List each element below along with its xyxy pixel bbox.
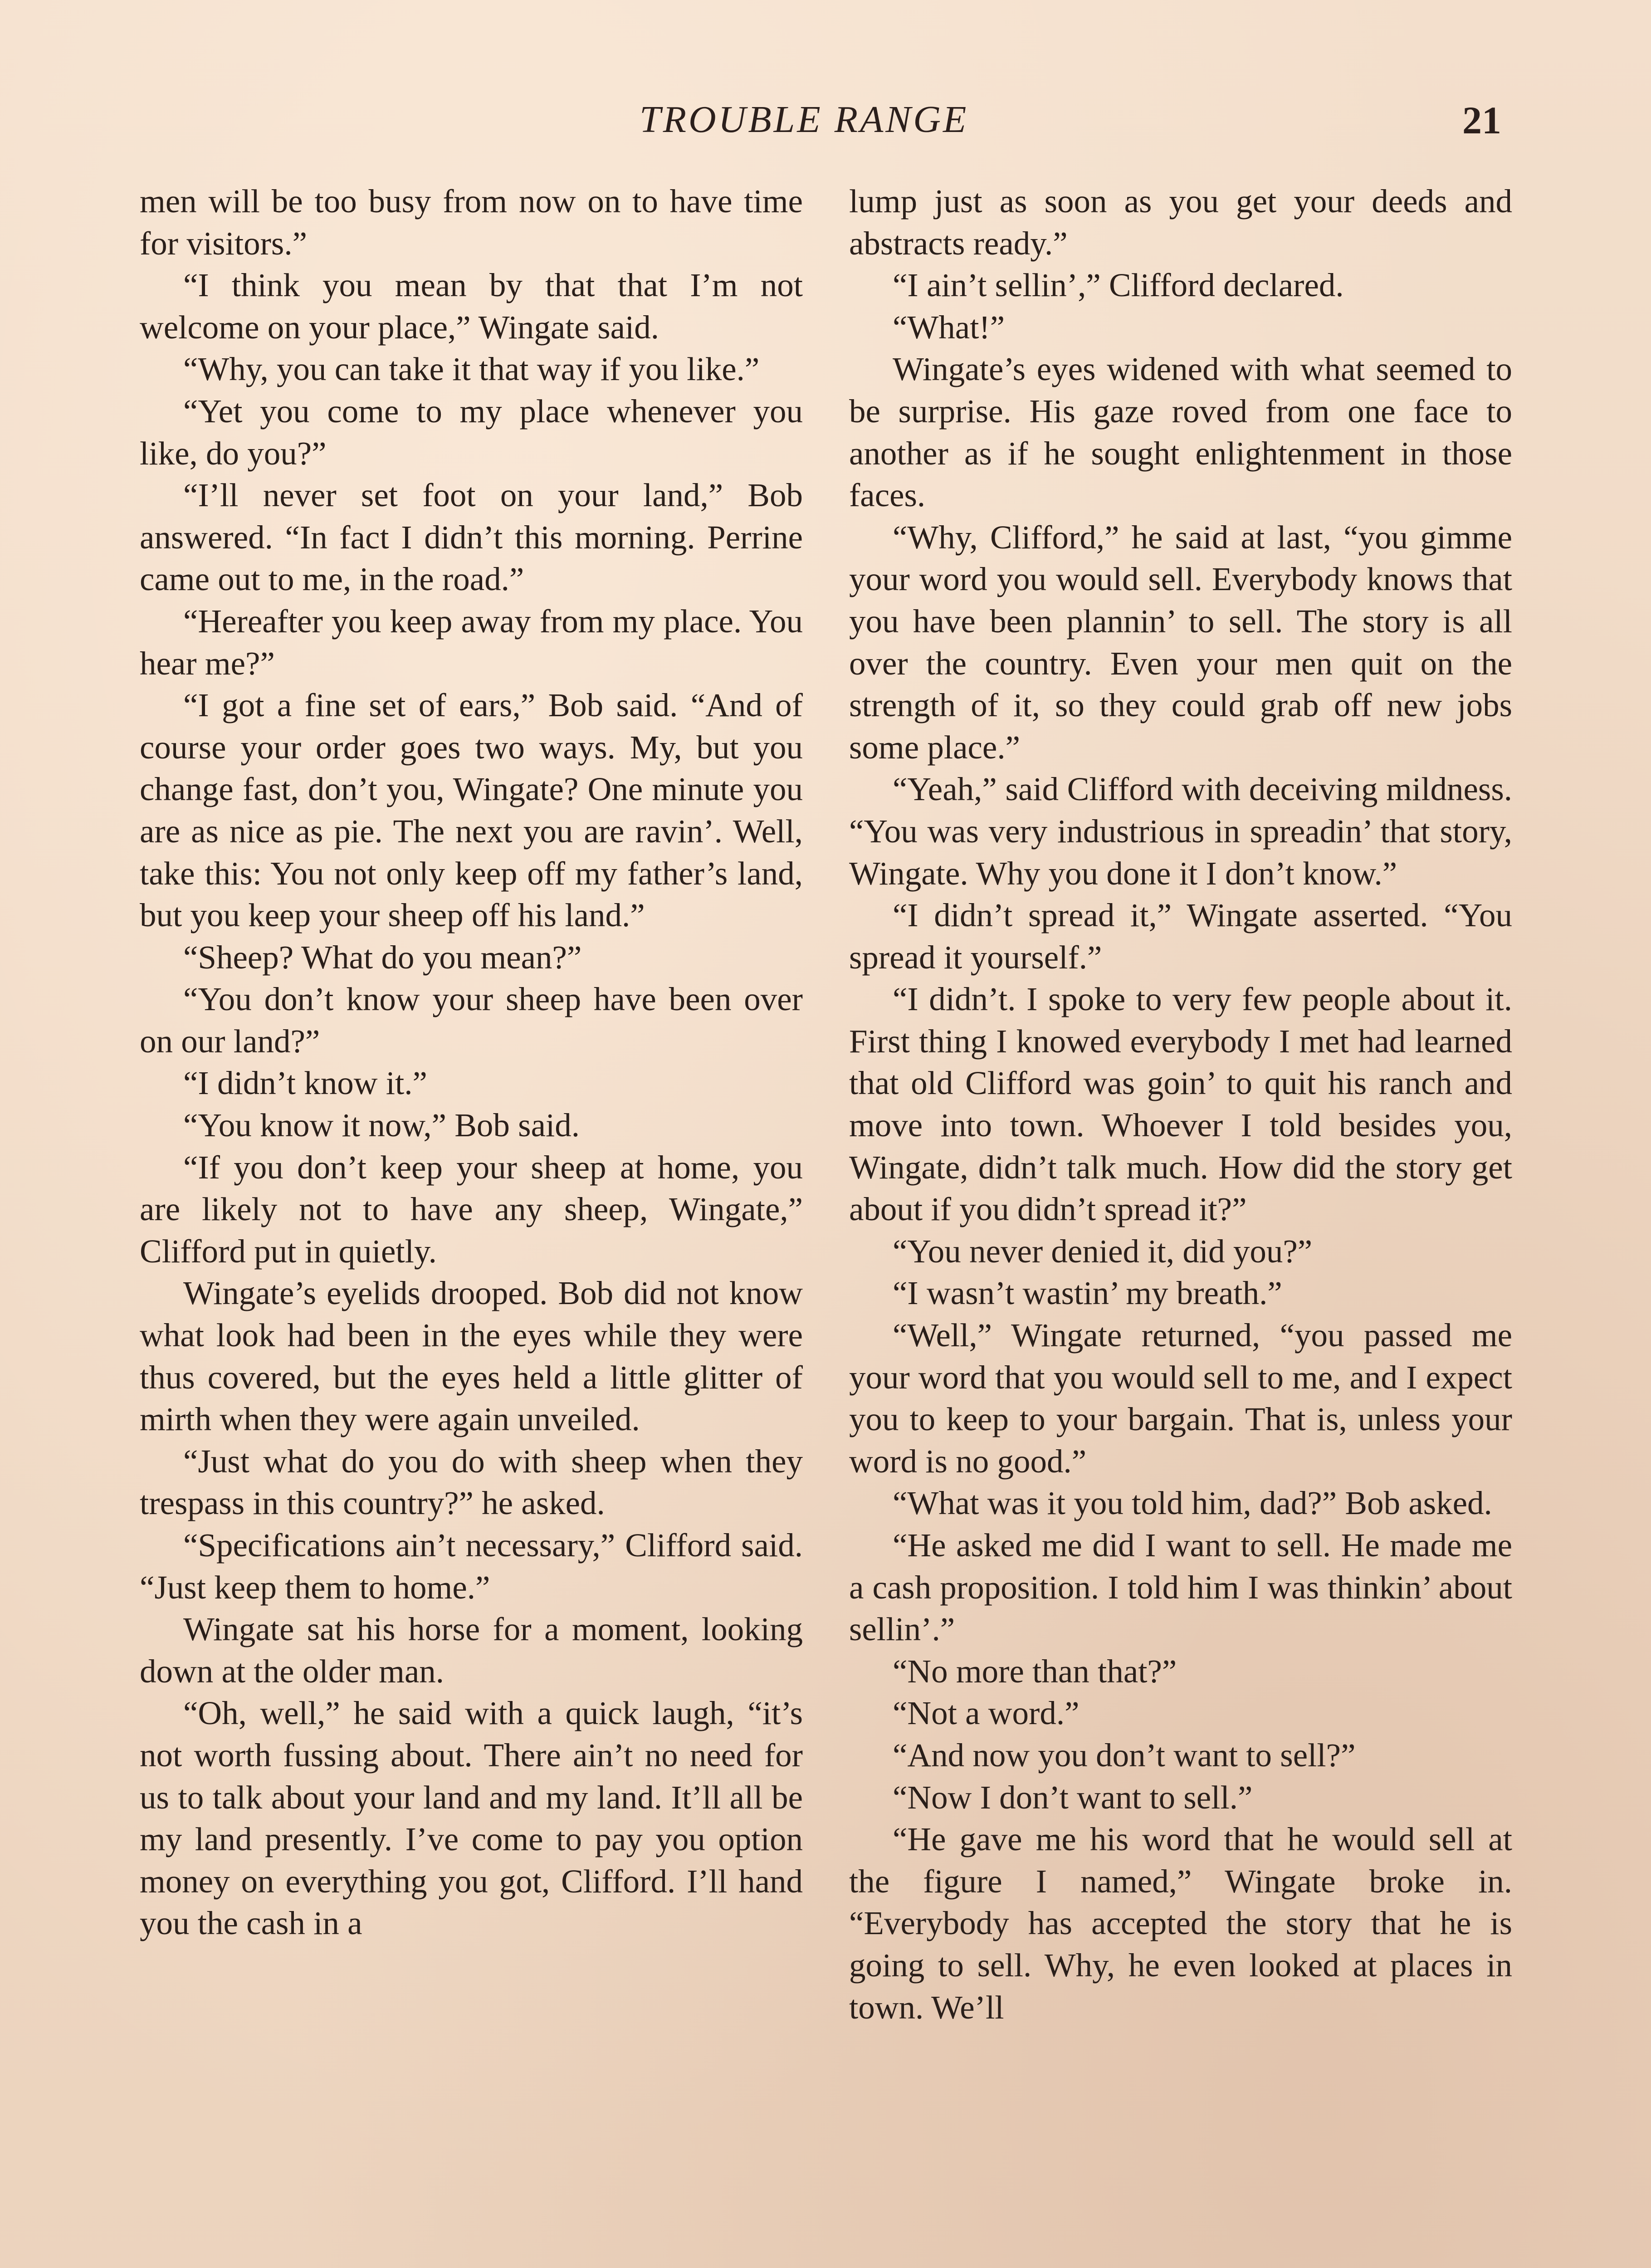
paragraph: Wingate’s eyelids drooped. Bob did not know what look had been in the eyes while they were thus covered, but the eyes held a little glitter of mirth when they were again unveiled. — [140, 1275, 803, 1438]
paragraph: Wingate sat his horse for a moment, looking down at the older man. — [140, 1611, 803, 1690]
paragraph: “You don’t know your sheep have been over on our land?” — [140, 981, 803, 1060]
paragraph: “Now I don’t want to sell.” — [893, 1779, 1253, 1816]
paragraph: “Just what do you do with sheep when they trespass in this country?” he asked. — [140, 1442, 803, 1522]
paragraph: “Specifications ain’t necessary,” Clifford said. “Just keep them to home.” — [140, 1527, 803, 1606]
paragraph: “Why, Clifford,” he said at last, “you gimme your word you would sell. Everybody knows that you have been plannin’ to sell. The story is all over the country. Even your men quit on the strength of it, so they could grab off new jobs some place.” — [849, 518, 1512, 766]
paragraph: “You never denied it, did you?” — [893, 1232, 1313, 1270]
paragraph: “I got a fine set of ears,” Bob said. “And of course your order goes two ways. My, but you change fast, don’t you, Wingate? One minute you are as nice as pie. The next you are ravin’. Well, take this: You not only keep off my father’s land, but you keep your sheep off his land.” — [140, 687, 803, 934]
paragraph: “Why, you can take it that way if you like.” — [183, 351, 760, 388]
paragraph: “I’ll never set foot on your land,” Bob answered. “In fact I didn’t this morning. Perrine came out to me, in the road.” — [140, 477, 803, 598]
paragraph: “I didn’t. I spoke to very few people about it. First thing I knowed everybody I met had learned that old Clifford was goin’ to quit his ranch and move into town. Whoever I told besides you, Wingate, didn’t talk much. How did the story get about if you didn’t spread it?” — [849, 981, 1512, 1228]
page-number: 21 — [1462, 98, 1501, 142]
paragraph: “Well,” Wingate returned, “you passed me your word that you would sell to me, and I expect you to keep to your bargain. That is, unless your word is no good.” — [849, 1317, 1512, 1480]
paragraph: Wingate’s eyes widened with what seemed to be surprise. His gaze roved from one face to another as if he sought enlightenment in those faces. — [849, 351, 1512, 514]
paragraph: “What!” — [893, 308, 1005, 346]
paragraph: “Sheep? What do you mean?” — [183, 938, 582, 976]
paragraph: “Hereafter you keep away from my place. You hear me?” — [140, 602, 803, 682]
paragraph: “Oh, well,” he said with a quick laugh, “it’s not worth fussing about. There ain’t no need for us to talk about your land and my land. It’ll all be my land presently. I’ve come to pay you option money on everything you got, Clifford. I’ll hand you the cash in a — [140, 1695, 803, 1942]
left-column — [140, 181, 803, 1945]
paragraph: “And now you don’t want to sell?” — [893, 1736, 1356, 1774]
paragraph: “Not a word.” — [893, 1695, 1080, 1732]
paragraph: “Yet you come to my place whenever you like, do you?” — [140, 392, 803, 472]
paragraph: “He gave me his word that he would sell at the figure I named,” Wingate broke in. “Everybody has accepted the story that he is going to sell. Why, he even looked at places in town. We’ll — [849, 1821, 1512, 2026]
paragraph: “I ain’t sellin’,” Clifford declared. — [893, 267, 1344, 304]
paragraph: “You know it now,” Bob said. — [183, 1107, 580, 1144]
running-head — [0, 98, 1651, 147]
paragraph: “Yeah,” said Clifford with deceiving mildness. “You was very industrious in spreadin’ that story, Wingate. Why you done it I don’t know.” — [849, 771, 1512, 892]
paragraph: “I didn’t know it.” — [183, 1065, 427, 1102]
paragraph: “No more than that?” — [893, 1652, 1177, 1690]
paragraph: “What was it you told him, dad?” Bob asked. — [893, 1485, 1492, 1522]
running-title: TROUBLE RANGE — [640, 98, 969, 141]
paragraph: “If you don’t keep your sheep at home, you are likely not to have any sheep, Wingate,” Clifford put in quietly. — [140, 1149, 803, 1270]
paragraph: “I didn’t spread it,” Wingate asserted. “You spread it yourself.” — [849, 897, 1512, 976]
paragraph: “I wasn’t wastin’ my breath.” — [893, 1275, 1282, 1312]
right-column — [849, 181, 1512, 2028]
paragraph: “I think you mean by that that I’m not welcome on your place,” Wingate said. — [140, 267, 803, 346]
paragraph: lump just as soon as you get your deeds and abstracts ready.” — [849, 183, 1512, 262]
paragraph: “He asked me did I want to sell. He made me a cash proposition. I told him I was thinkin’ about sellin’.” — [849, 1527, 1512, 1648]
paragraph: men will be too busy from now on to have time for visitors.” — [140, 183, 803, 262]
